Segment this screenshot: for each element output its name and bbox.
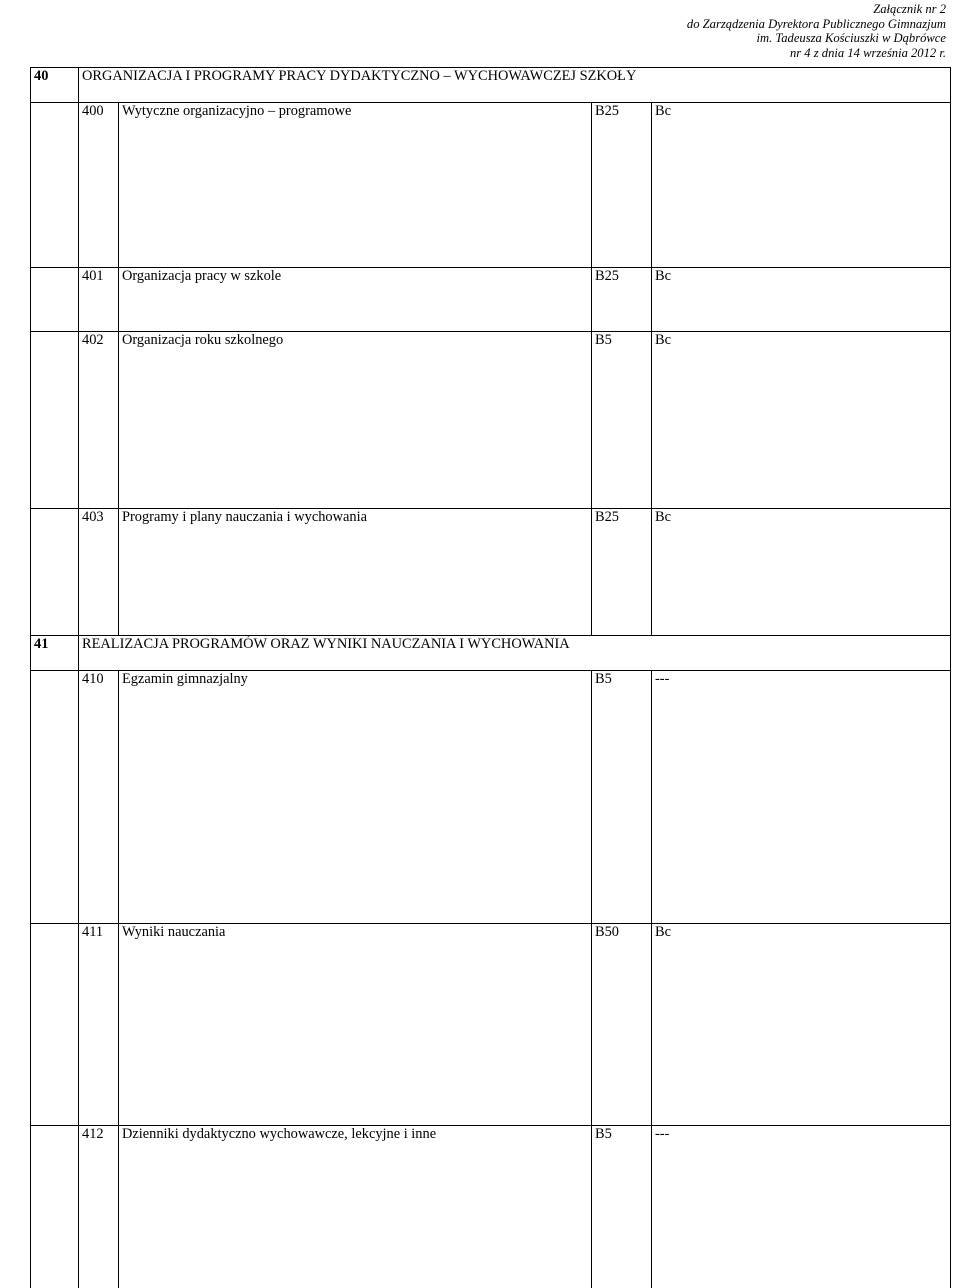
row-category-2: Bc [652, 103, 951, 268]
header-line: im. Tadeusza Kościuszki w Dąbrówce [687, 31, 946, 46]
attachment-header [687, 2, 946, 60]
row-title: Dzienniki dydaktyczno wychowawcze, lekcyjne i inne [119, 1126, 592, 1288]
row-title: Organizacja pracy w szkole [119, 267, 592, 331]
empty-cell [31, 103, 79, 268]
table-row [31, 923, 951, 1126]
empty-cell [31, 331, 79, 508]
table-row [31, 1126, 951, 1288]
table-row [31, 103, 951, 268]
row-title: Wytyczne organizacyjno – programowe [119, 103, 592, 268]
empty-cell [31, 670, 79, 923]
row-code: 410 [79, 670, 119, 923]
empty-cell [31, 509, 79, 636]
row-code: 402 [79, 331, 119, 508]
section-title: ORGANIZACJA I PROGRAMY PRACY DYDAKTYCZNO – WYCHOWAWCZEJ SZKOŁY [79, 68, 951, 103]
row-category-2: Bc [652, 509, 951, 636]
header-line: Załącznik nr 2 [687, 2, 946, 17]
row-category-2: --- [652, 1126, 951, 1288]
row-category: B25 [592, 267, 652, 331]
row-code: 412 [79, 1126, 119, 1288]
section-code: 41 [31, 635, 79, 670]
row-category-2: Bc [652, 331, 951, 508]
section-title: REALIZACJA PROGRAMÓW ORAZ WYNIKI NAUCZANIA I WYCHOWANIA [79, 635, 951, 670]
row-code: 400 [79, 103, 119, 268]
row-title: Wyniki nauczania [119, 923, 592, 1126]
table-row [31, 68, 951, 103]
row-code: 411 [79, 923, 119, 1126]
table-row [31, 267, 951, 331]
section-code: 40 [31, 68, 79, 103]
empty-cell [31, 1126, 79, 1288]
row-category-2: --- [652, 670, 951, 923]
row-category: B5 [592, 1126, 652, 1288]
row-title: Egzamin gimnazjalny [119, 670, 592, 923]
row-category: B25 [592, 509, 652, 636]
header-line: nr 4 z dnia 14 września 2012 r. [687, 46, 946, 61]
row-category: B5 [592, 331, 652, 508]
empty-cell [31, 923, 79, 1126]
header-line: do Zarządzenia Dyrektora Publicznego Gimnazjum [687, 17, 946, 32]
row-category-2: Bc [652, 923, 951, 1126]
table-body [31, 68, 951, 1288]
row-category: B25 [592, 103, 652, 268]
file-classification-table [30, 67, 951, 1288]
table-row [31, 670, 951, 923]
row-category-2: Bc [652, 267, 951, 331]
table-row [31, 635, 951, 670]
table-row [31, 331, 951, 508]
row-category: B5 [592, 670, 652, 923]
row-category: B50 [592, 923, 652, 1126]
row-code: 401 [79, 267, 119, 331]
empty-cell [31, 267, 79, 331]
table-row [31, 509, 951, 636]
row-title: Programy i plany nauczania i wychowania [119, 509, 592, 636]
row-title: Organizacja roku szkolnego [119, 331, 592, 508]
row-code: 403 [79, 509, 119, 636]
